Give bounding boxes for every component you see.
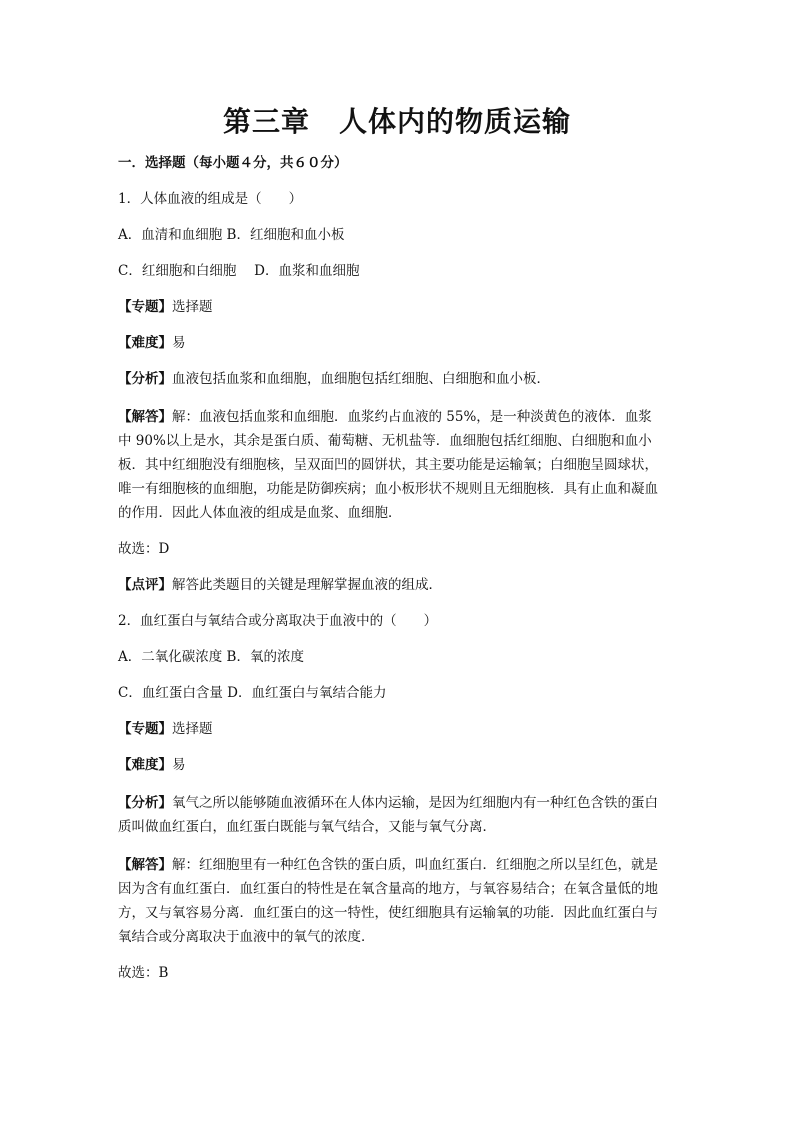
answer-line: 的作用．因此人体血液的组成是血浆、血细胞． <box>118 505 402 521</box>
question-1-options-ab: A．血清和血细胞 B．红细胞和血小板 <box>118 227 345 243</box>
question-2-options-cd: C．血红蛋白含量 D．血红蛋白与氧结合能力 <box>118 685 387 701</box>
question-1 <box>118 189 678 595</box>
question-1-stem: 1．人体血液的组成是（ ） <box>118 191 303 207</box>
question-1-topic <box>118 297 678 317</box>
answer-line: 板．其中红细胞没有细胞核，呈双面凹的圆饼状，其主要功能是运输氧；白细胞呈圆球状， <box>118 457 658 473</box>
document-body <box>118 153 678 999</box>
answer-line: 方，又与氧容易分离．血红蛋白的这一特性，使红细胞具有运输氧的功能．因此血红蛋白与 <box>118 905 658 921</box>
analysis-line: 质叫做血红蛋白，血红蛋白既能与氧气结合，又能与氧气分离． <box>118 819 496 835</box>
comment-tag: 【点评】 <box>118 577 172 593</box>
answer-line <box>118 853 678 877</box>
question-2-stem: 2．血红蛋白与氧结合或分离取决于血液中的（ ） <box>118 613 438 629</box>
question-2-answer <box>118 853 678 949</box>
answer-line: 氧结合或分离取决于血液中的氧气的浓度． <box>118 929 375 945</box>
page-title: 第三章 人体内的物质运输 <box>222 105 571 138</box>
difficulty-value: 易 <box>172 757 186 773</box>
question-1-difficulty <box>118 333 678 353</box>
topic-value: 选择题 <box>172 721 213 737</box>
question-2-topic <box>118 719 678 739</box>
topic-tag: 【专题】 <box>118 721 172 737</box>
question-1-answer <box>118 405 678 525</box>
analysis-line <box>118 791 678 815</box>
difficulty-tag: 【难度】 <box>118 757 172 773</box>
comment-text: 解答此类题目的关键是理解掌握血液的组成． <box>172 577 442 593</box>
analysis-tag: 【分析】 <box>118 371 172 387</box>
question-1-comment <box>118 575 678 595</box>
analysis-text: 血液包括血浆和血细胞，血细胞包括红细胞、白细胞和血小板． <box>172 371 550 387</box>
answer-tag: 【解答】 <box>118 857 172 873</box>
analysis-text: 氧气之所以能够随血液循环在人体内运输，是因为红细胞内有一种红色含铁的蛋白 <box>172 795 658 811</box>
question-2 <box>118 611 678 983</box>
answer-line: 唯一有细胞核的血细胞，功能是防御疾病；血小板形状不规则且无细胞核．具有止血和凝血 <box>118 481 658 497</box>
question-2-difficulty <box>118 755 678 775</box>
section-heading: 一．选择题（每小题４分，共６０分） <box>118 155 348 171</box>
question-2-options-ab: A．二氧化碳浓度 B．氧的浓度 <box>118 649 304 665</box>
topic-value: 选择题 <box>172 299 213 315</box>
question-1-options-cd: C．红细胞和白细胞 D．血浆和血细胞 <box>118 263 360 279</box>
question-2-choice: 故选：B <box>118 965 169 981</box>
answer-tag: 【解答】 <box>118 409 172 425</box>
answer-text: 解：血液包括血浆和血细胞．血浆约占血液的 55%，是一种淡黄色的液体．血浆 <box>172 409 652 425</box>
difficulty-tag: 【难度】 <box>118 335 172 351</box>
analysis-tag: 【分析】 <box>118 795 172 811</box>
question-1-analysis <box>118 369 678 389</box>
topic-tag: 【专题】 <box>118 299 172 315</box>
question-1-choice: 故选：D <box>118 541 170 557</box>
answer-line <box>118 405 678 429</box>
question-2-analysis <box>118 791 678 839</box>
answer-text: 解：红细胞里有一种红色含铁的蛋白质，叫血红蛋白．红细胞之所以呈红色，就是 <box>172 857 658 873</box>
answer-line: 因为含有血红蛋白．血红蛋白的特性是在氧含量高的地方，与氧容易结合；在氧含量低的地 <box>118 881 658 897</box>
answer-line: 中 90%以上是水，其余是蛋白质、葡萄糖、无机盐等．血细胞包括红细胞、白细胞和血小 <box>118 433 652 449</box>
difficulty-value: 易 <box>172 335 186 351</box>
